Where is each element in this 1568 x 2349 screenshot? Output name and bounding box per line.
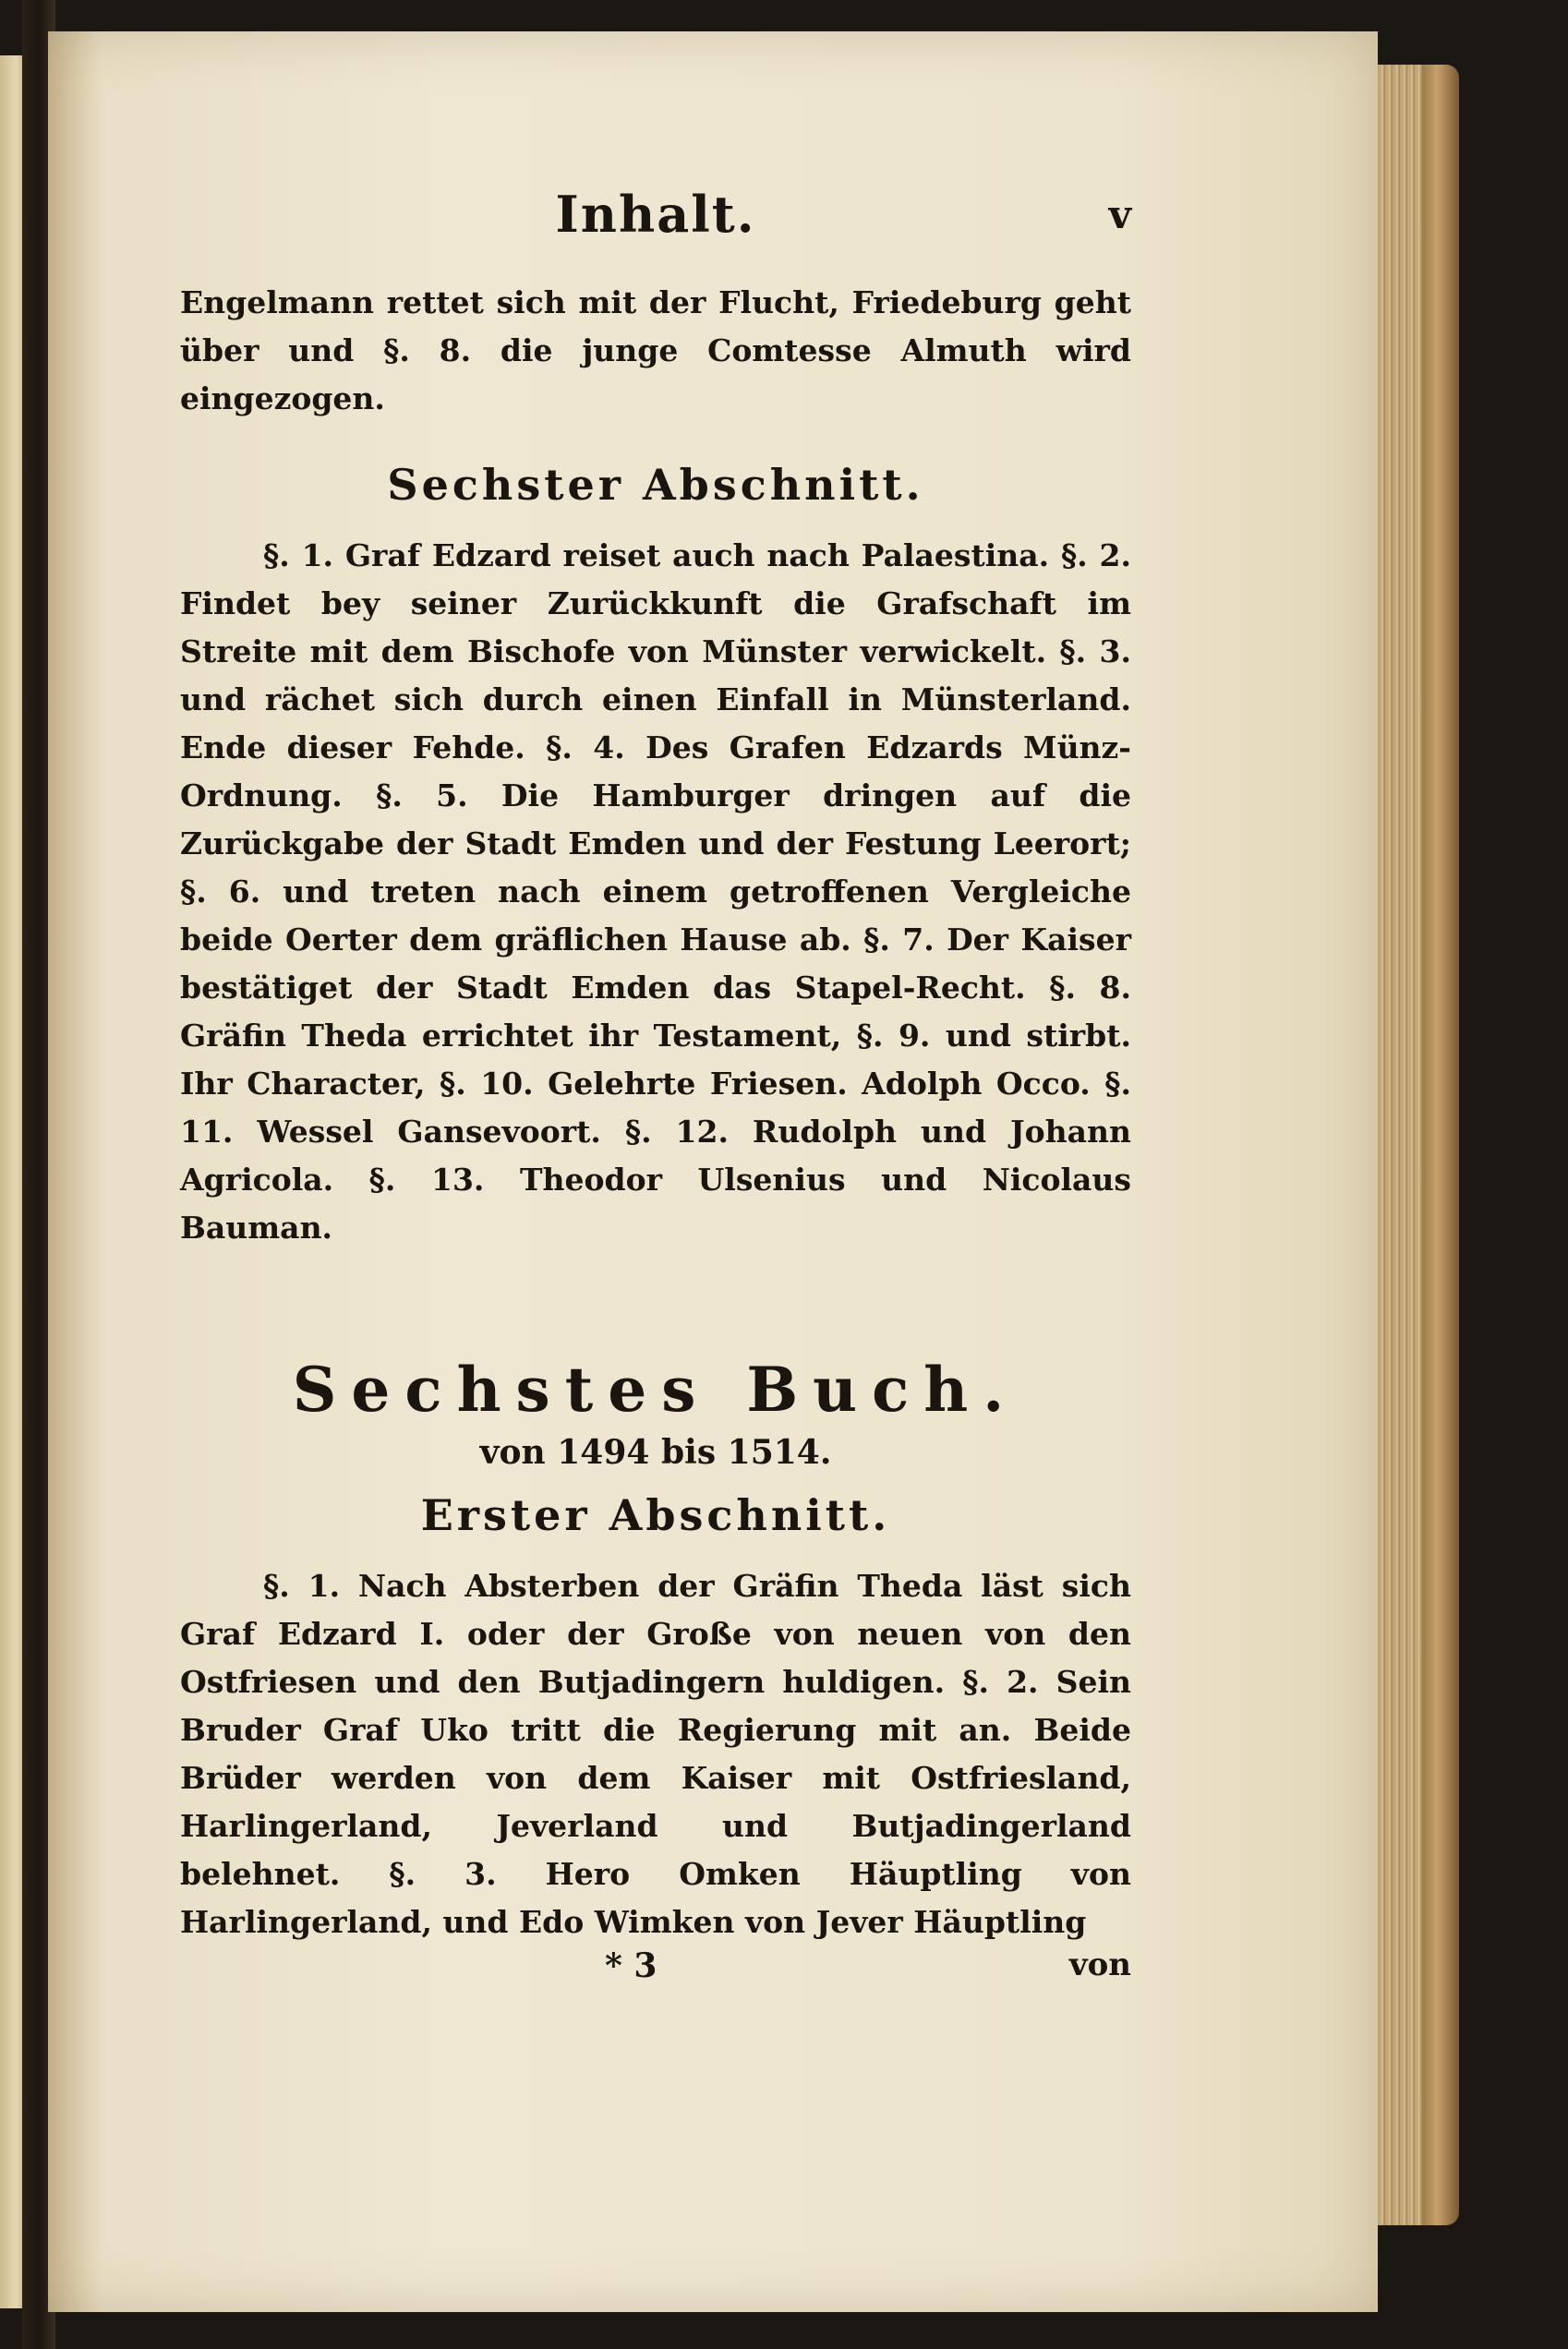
page-number: v bbox=[1108, 192, 1131, 237]
section-heading-sechster: Sechster Abschnitt. bbox=[387, 460, 924, 510]
page-header bbox=[180, 185, 1131, 268]
catchword: von bbox=[1068, 1946, 1131, 1983]
book-title: Sechstes Buch. bbox=[292, 1354, 1019, 1426]
section-paragraph-erster: §. 1. Nach Absterben der Gräfin Theda läst sich Graf Edzard I. oder der Große von neuen von den Ostfriesen und den Butjadingern huldigen. §. 2. Sein Bruder Graf Uko tritt die Regierung mit an. Beide Brüder werden von dem Kaiser mit Ostfriesland, Harlingerland, Jeverland und Butjadingerland belehnet. §. 3. Hero Omken Häuptling von Harlingerland, und Edo Wimken von Jever Häuptling bbox=[180, 1568, 1131, 1940]
book-date-range: von 1494 bis 1514. bbox=[479, 1433, 832, 1472]
section-heading-erster: Erster Abschnitt. bbox=[420, 1490, 891, 1540]
page-text bbox=[180, 185, 1131, 1993]
intro-paragraph: Engelmann rettet sich mit der Flucht, Friedeburg geht über und §. 8. die junge Comtesse Almuth wird eingezogen. bbox=[180, 284, 1131, 416]
book-cover-edge bbox=[1422, 65, 1459, 2225]
section-paragraph-sechster: §. 1. Graf Edzard reiset auch nach Palaestina. §. 2. Findet bey seiner Zurückkunft die Grafschaft im Streite mit dem Bischofe von Münster verwickelt. §. 3. und rächet sich durch einen Einfall in Münsterland. Ende dieser Fehde. §. 4. Des Grafen Edzards Münz-Ordnung. §. 5. Die Hamburger dringen auf die Zurückgabe der Stadt Emden und der Festung Leerort; §. 6. und treten nach einem getroffenen Vergleiche beide Oerter dem gräflichen Hause ab. §. 7. Der Kaiser bestätiget der Stadt Emden das Stapel-Recht. §. 8. Gräfin Theda errichtet ihr Testament, §. 9. und stirbt. Ihr Character, §. 10. Gelehrte Friesen. Adolph Occo. §. 11. Wessel Gansevoort. §. 12. Rudolph und Johann Agricola. §. 13. Theodor Ulsenius und Nicolaus Bauman. bbox=[180, 537, 1131, 1246]
running-head: Inhalt. bbox=[555, 185, 756, 244]
signature-mark: * 3 bbox=[605, 1946, 657, 1985]
page-footer bbox=[180, 1946, 1131, 1993]
